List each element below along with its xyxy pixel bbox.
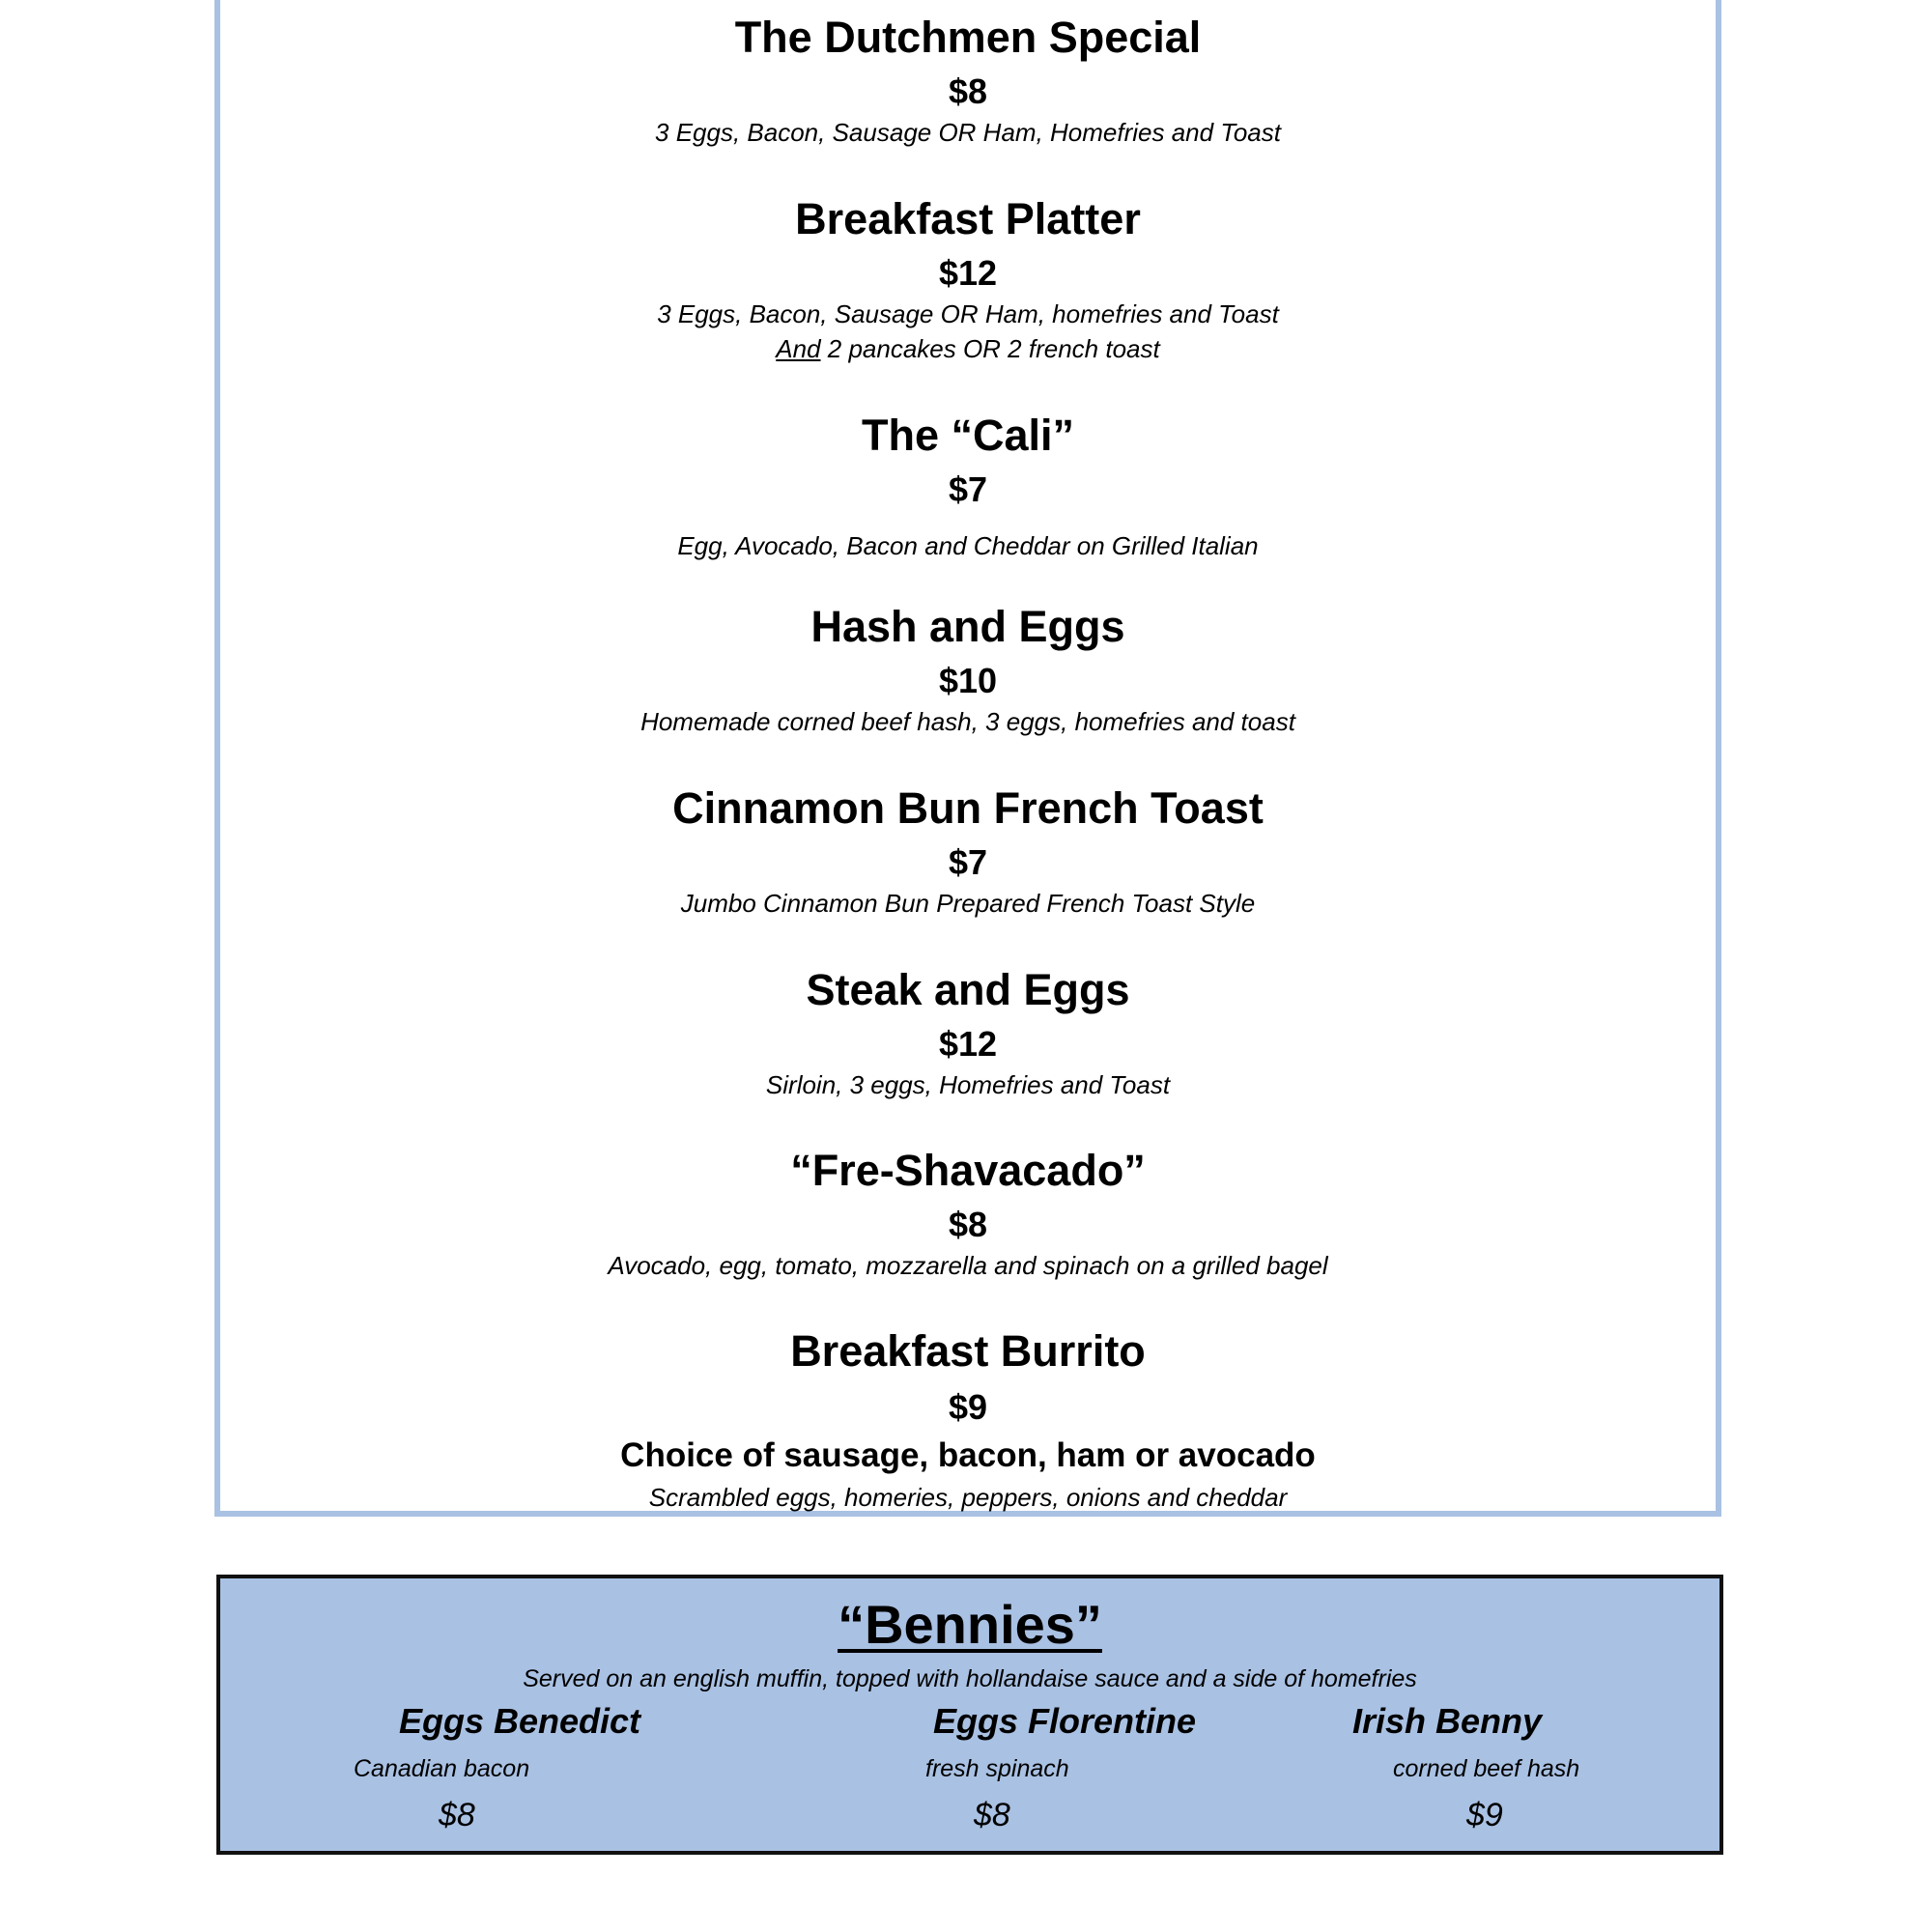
item-price: $8 <box>948 1205 988 1244</box>
menu-item <box>220 1146 1716 1283</box>
item-price: $12 <box>938 1024 998 1064</box>
item-description: 3 Eggs, Bacon, Sausage OR Ham, Homefries and Toast <box>655 118 1281 147</box>
menu-item <box>220 965 1716 1102</box>
item-description: Homemade corned beef hash, 3 eggs, homefries and toast <box>640 707 1295 736</box>
bennies-title-text: “Bennies” <box>838 1594 1102 1655</box>
item-price: $12 <box>938 253 998 293</box>
item-price: $7 <box>948 842 988 882</box>
item-description-line2 <box>220 331 1716 366</box>
item-description: Jumbo Cinnamon Bun Prepared French Toast Style <box>680 889 1256 918</box>
benny-price: $8 <box>974 1797 1010 1833</box>
item-choice: Choice of sausage, bacon, ham or avocado <box>620 1436 1316 1474</box>
breakfast-menu-panel <box>214 0 1721 1517</box>
benny-price: $8 <box>439 1797 475 1833</box>
bennies-panel <box>216 1575 1723 1855</box>
item-name: The Dutchmen Special <box>734 13 1202 62</box>
item-name: Breakfast Platter <box>795 194 1141 243</box>
item-description: Egg, Avocado, Bacon and Cheddar on Grilled Italian <box>677 531 1259 560</box>
benny-description: fresh spinach <box>925 1755 1069 1782</box>
bennies-subtitle: Served on an english muffin, topped with hollandaise sauce and a side of homefries <box>523 1665 1417 1692</box>
item-name: The “Cali” <box>861 411 1075 460</box>
item-description-underlined: And <box>776 334 821 363</box>
item-price: $9 <box>948 1387 988 1427</box>
benny-name: Eggs Florentine <box>933 1701 1197 1741</box>
item-price: $7 <box>948 469 988 509</box>
item-price: $8 <box>948 71 988 111</box>
item-name: “Fre-Shavacado” <box>790 1146 1146 1195</box>
benny-description: Canadian bacon <box>354 1755 530 1782</box>
benny-name: Eggs Benedict <box>399 1701 641 1741</box>
benny-name: Irish Benny <box>1352 1701 1543 1741</box>
item-name: Cinnamon Bun French Toast <box>672 783 1264 833</box>
menu-item <box>220 413 1716 563</box>
item-description: 3 Eggs, Bacon, Sausage OR Ham, homefries and Toast <box>657 299 1279 328</box>
item-price: $10 <box>938 661 998 700</box>
bennies-title <box>220 1594 1719 1655</box>
menu-item <box>220 194 1716 366</box>
menu-item <box>220 783 1716 921</box>
item-name: Breakfast Burrito <box>790 1326 1146 1376</box>
menu-item <box>220 1326 1716 1515</box>
menu-item <box>220 602 1716 739</box>
item-name: Hash and Eggs <box>810 602 1125 651</box>
benny-price: $9 <box>1466 1797 1503 1833</box>
benny-description: corned beef hash <box>1393 1755 1580 1782</box>
menu-item <box>220 15 1716 150</box>
item-description-rest: 2 pancakes OR 2 french toast <box>820 334 1160 363</box>
item-name: Steak and Eggs <box>806 965 1130 1014</box>
item-description: Scrambled eggs, homeries, peppers, onions and cheddar <box>648 1483 1288 1512</box>
item-description: Avocado, egg, tomato, mozzarella and spinach on a grilled bagel <box>608 1251 1328 1280</box>
item-description: Sirloin, 3 eggs, Homefries and Toast <box>765 1070 1171 1099</box>
